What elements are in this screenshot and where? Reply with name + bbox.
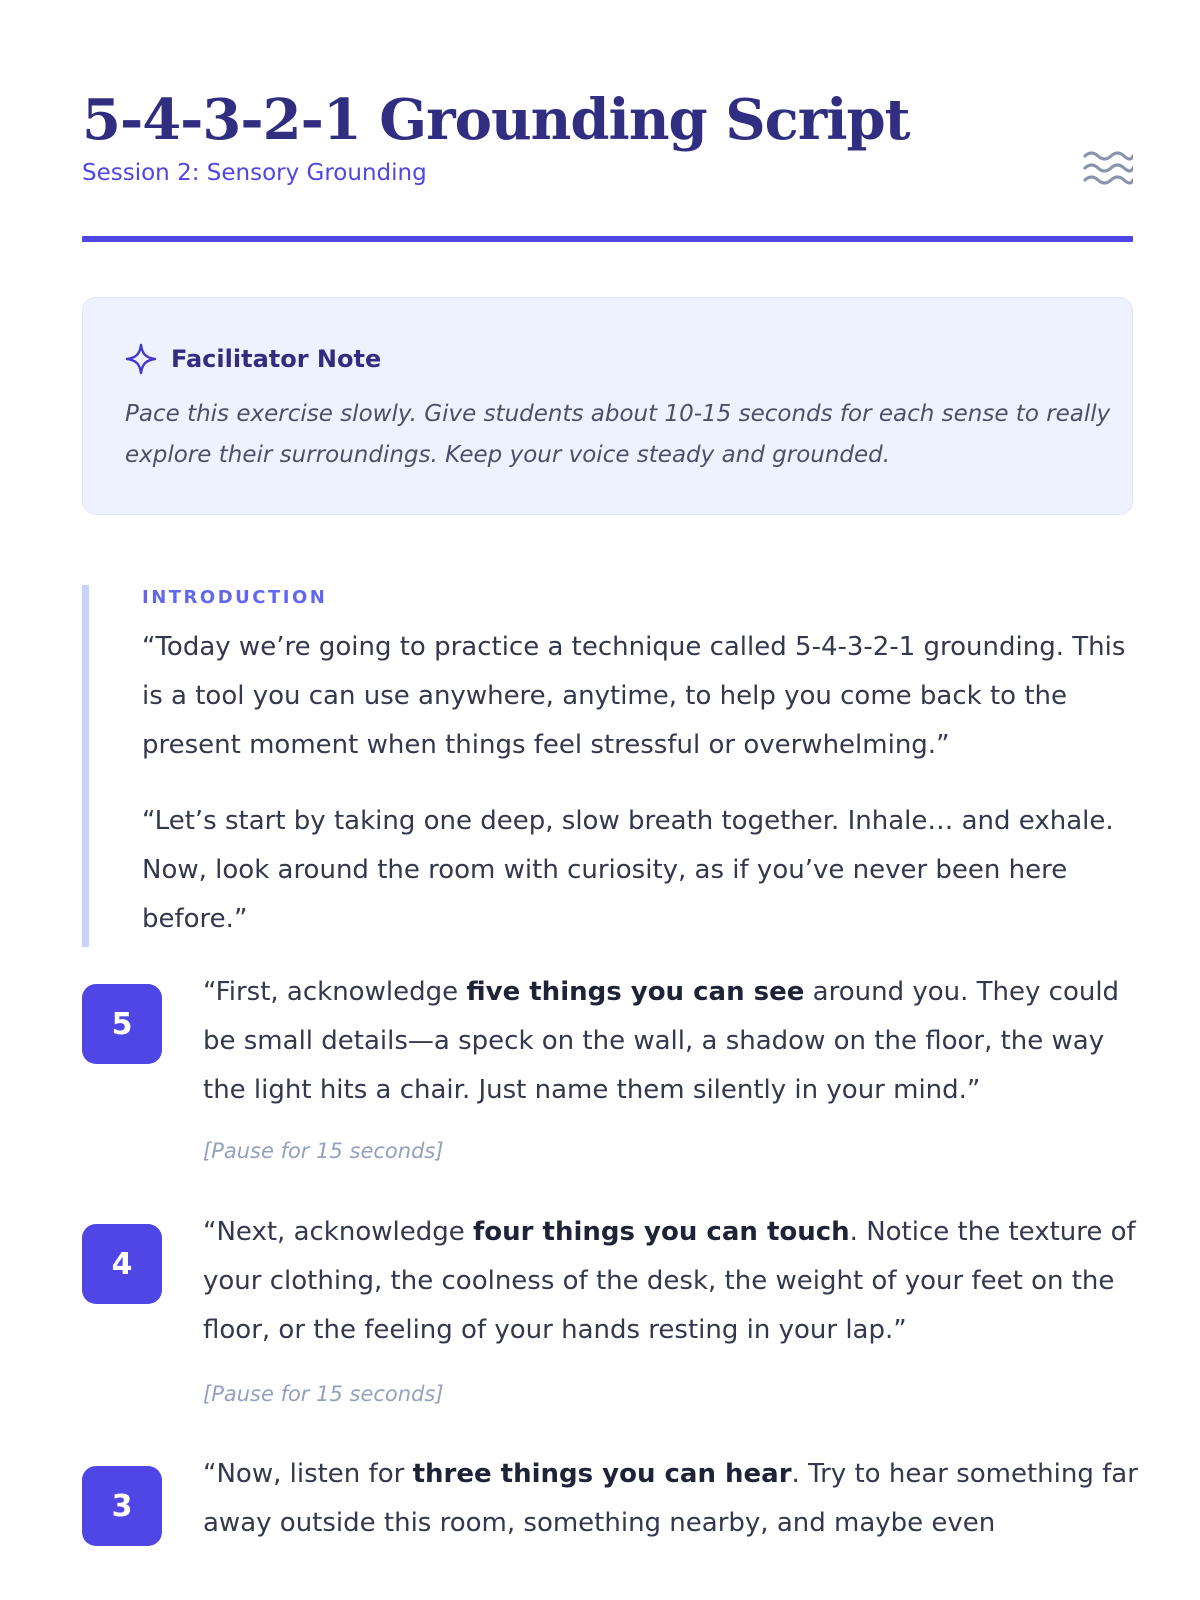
intro-paragraph: “Let’s start by taking one deep, slow breath together. Inhale… and exhale. Now, look around the room with curiosity, as if you’ve never been here before.” (142, 806, 1114, 934)
step-emphasis: five things you can see (466, 977, 805, 1007)
introduction-section (82, 585, 1133, 947)
step-instruction: “Now, listen for three things you can hear. Try to hear something far away outside this room, something nearby, and maybe even (203, 1459, 1138, 1538)
page-title: 5-4-3-2-1 Grounding Script (82, 87, 910, 153)
step-number-badge: 5 (82, 984, 162, 1064)
step-emphasis: three things you can hear (412, 1459, 792, 1489)
header-divider (82, 236, 1133, 242)
step-emphasis: four things you can touch (473, 1217, 850, 1247)
session-subtitle: Session 2: Sensory Grounding (82, 160, 427, 186)
quote-bar (82, 585, 89, 947)
waves-icon (1083, 148, 1133, 188)
note-title: Facilitator Note (171, 345, 382, 373)
step-instruction: “Next, acknowledge four things you can touch. Notice the texture of your clothing, the coolness of the desk, the weight of your feet on the floor, or the feeling of your hands resting in your lap.” (203, 1217, 1136, 1345)
note-header (125, 344, 381, 374)
step-number-badge: 3 (82, 1466, 162, 1546)
step-number-badge: 4 (82, 1224, 162, 1304)
facilitator-note-card (82, 297, 1133, 515)
section-label: INTRODUCTION (142, 587, 328, 608)
step-instruction: “First, acknowledge five things you can see around you. They could be small details—a speck on the wall, a shadow on the floor, the way the light hits a chair. Just name them silently in your mind.” (203, 977, 1120, 1105)
pause-cue: [Pause for 15 seconds] (203, 1139, 444, 1163)
note-body: Pace this exercise slowly. Give students about 10-15 seconds for each sense to really explore their surroundings. Keep your voice steady and grounded. (125, 401, 1111, 468)
page-header (82, 80, 1133, 245)
pause-cue: [Pause for 15 seconds] (203, 1382, 444, 1406)
sparkle-icon (125, 343, 157, 375)
intro-paragraph: “Today we’re going to practice a technique called 5-4-3-2-1 grounding. This is a tool you can use anywhere, anytime, to help you come back to the present moment when things feel stressful or overwhelming.” (142, 632, 1126, 760)
